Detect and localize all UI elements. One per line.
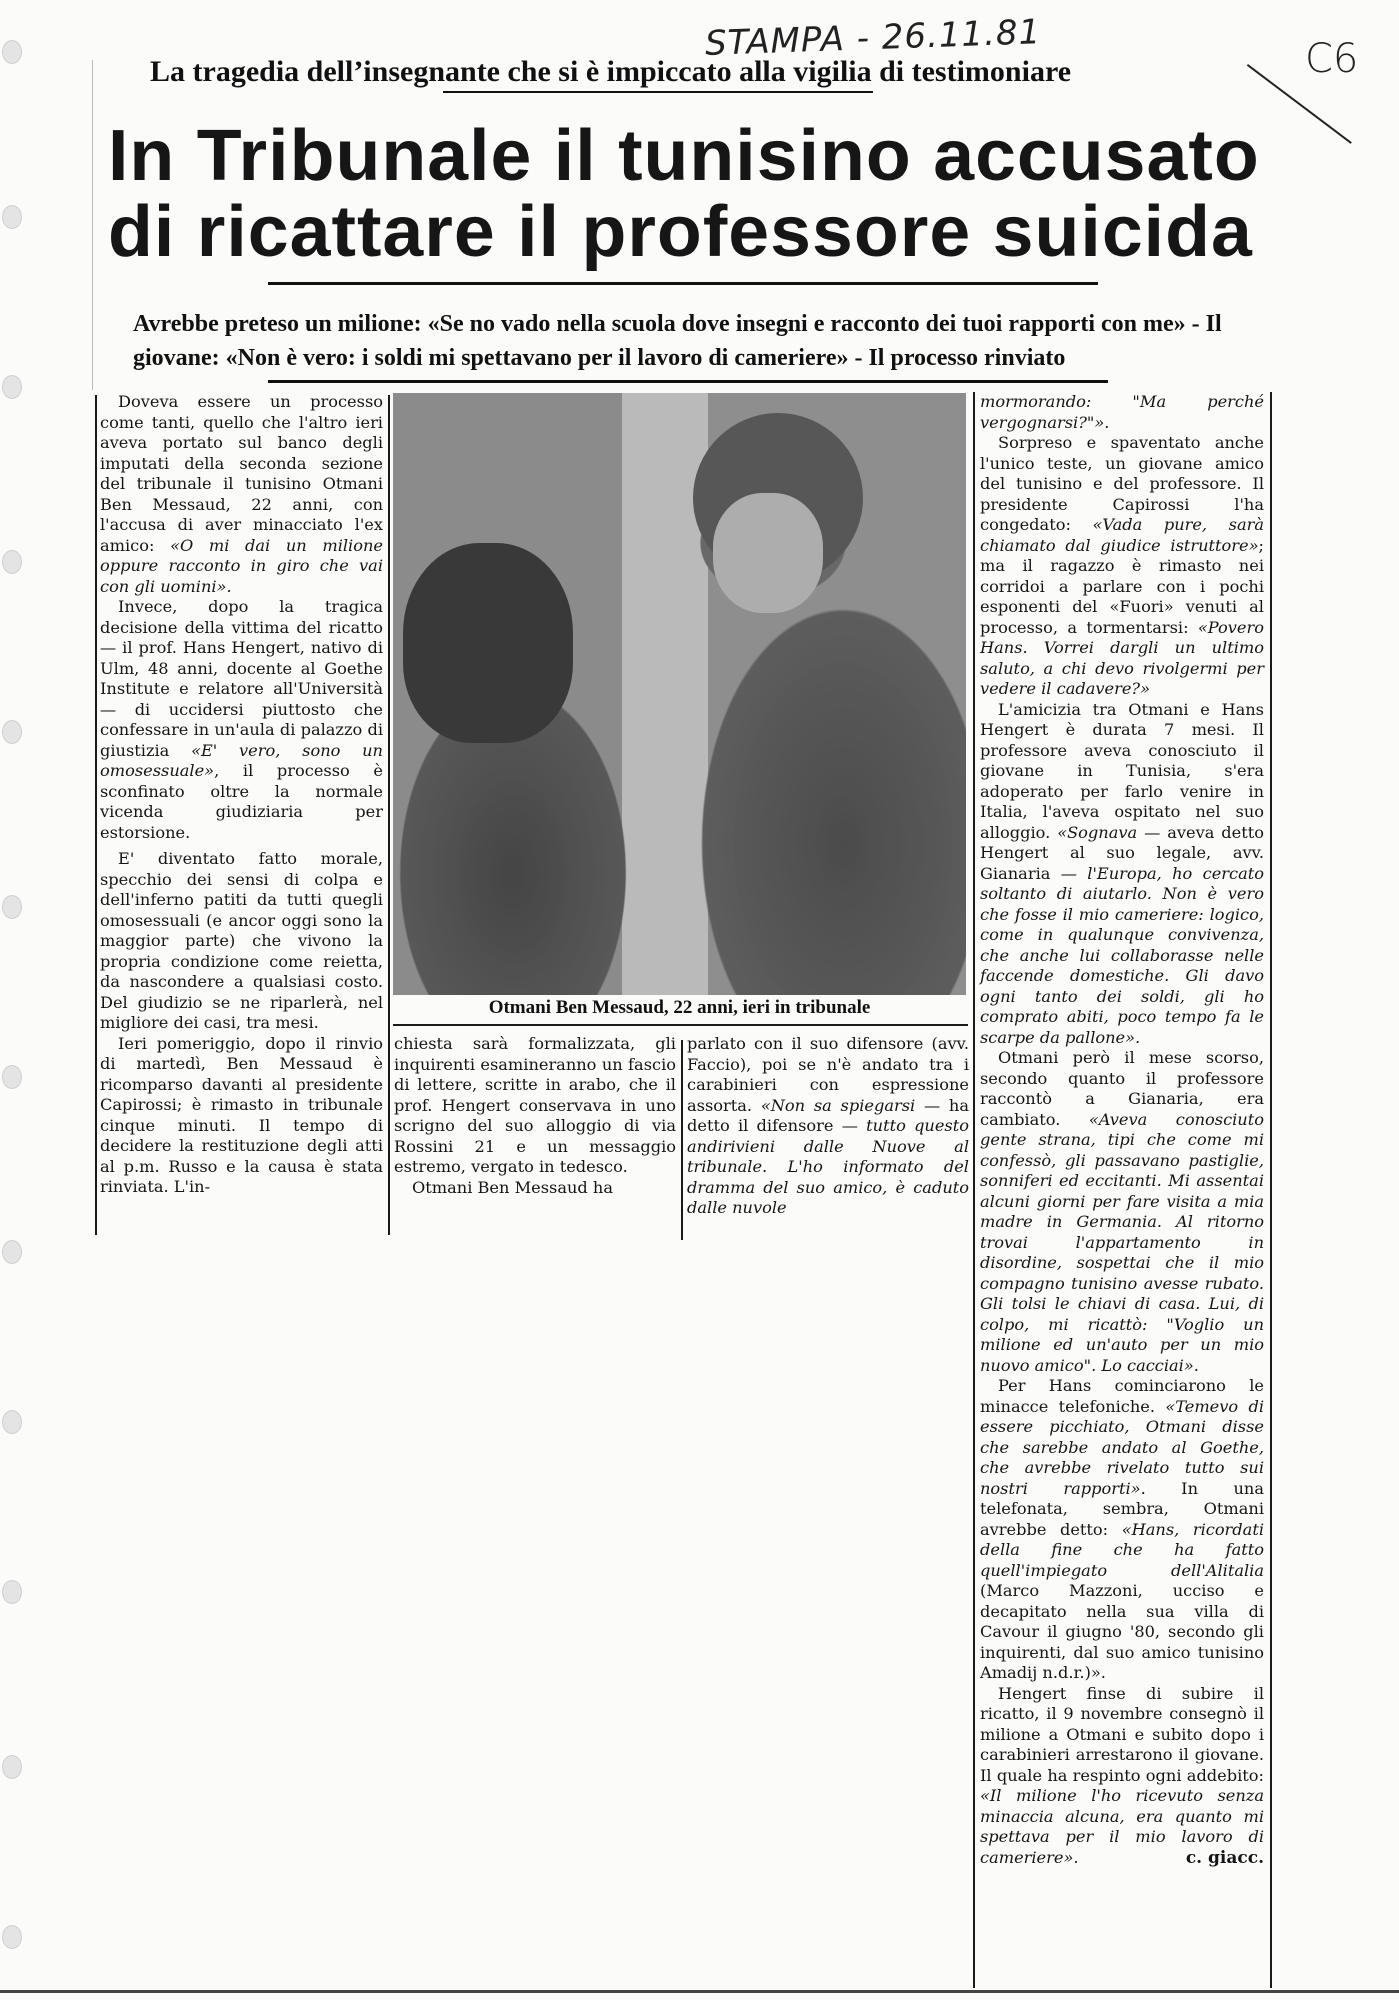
paragraph: mormorando: "Ma perché vergognarsi?"». bbox=[980, 392, 1264, 432]
paragraph: Hengert finse di subire il ricatto, il 9 novembre consegnò il milione a Otmani e subito dopo i carabinieri arrestarono il giovane. Il quale ha respinto ogni addebito: «Il milione l'ho ricevuto senza minaccia alcuna, era quanto mi spettava per il mio lavoro di cameriere». c. giacc. bbox=[980, 1683, 1264, 1868]
paragraph: Per Hans cominciarono le minacce telefoniche. «Temevo di essere picchiato, Otmani disse che sarebbe andato al Goethe, che avrebbe rivelato tutto sui nostri rapporti». In una telefonata, sembra, Otmani avrebbe detto: «Hans, ricordati della fine che ha fatto quell'impiegato dell'Alitalia (Marco Mazzoni, ucciso e decapitato nella sua villa di Cavour il giugno '80, secondo gli inquirenti, dal suo amico tunisino Amadij n.d.r.)». bbox=[980, 1376, 1264, 1682]
column-rule bbox=[1270, 392, 1272, 1988]
punch-hole bbox=[2, 40, 22, 64]
clipping-edge bbox=[92, 60, 93, 390]
paragraph: parlato con il suo difensore (avv. Faccio), poi se n'è andato tra i carabinieri con espressione assorta. «Non sa spiegarsi — ha detto il difensore — tutto questo andirivieni dalle Nuove al tribunale. L'ho informato del dramma del suo amico, è caduto dalle nuvole bbox=[687, 1034, 969, 1217]
punch-hole bbox=[2, 1925, 22, 1949]
paragraph: Sorpreso e spaventato anche l'unico teste, un giovane amico del tunisino e del professore. Il presidente Capirossi l'ha congedato: «Vada pure, sarà chiamato dal giudice istruttore»; ma il ragazzo è rimasto nei corridoi a parlare con i pochi esponenti del «Fuori» venuti al processo, a tormentarsi: «Povero Hans. Vorrei dargli un ultimo saluto, a chi devo rivolgermi per vedere il cadavere?» bbox=[980, 433, 1264, 698]
punch-hole bbox=[2, 720, 22, 744]
subhead-rule bbox=[268, 380, 1108, 383]
paragraph: Otmani Ben Messaud ha bbox=[412, 1177, 614, 1197]
article-kicker: La tragedia dell’insegnante che si è impiccato alla vigilia di testimoniare bbox=[150, 55, 1072, 88]
headline-line-1: In Tribunale il tunisino accusato bbox=[108, 116, 1260, 196]
punch-hole bbox=[2, 1065, 22, 1089]
headline-rule bbox=[268, 282, 1098, 285]
punch-hole bbox=[2, 1580, 22, 1604]
page-bottom-edge bbox=[0, 1990, 1399, 1993]
article-column-2 bbox=[394, 1034, 676, 1198]
article-column-3 bbox=[687, 1034, 969, 1219]
paragraph: Otmani però il mese scorso, secondo quanto il professore raccontò a Gianaria, era cambiato. «Aveva conosciuto gente strana, tipi che come mi confessò, gli passavano pastiglie, sonniferi ed eccitanti. Mi assentai alcuni giorni per fare visita a mia madre in Germania. Al ritorno trovai l'appartamento in disordine, sospettai che il mio compagno tunisino avesse rubato. Gli tolsi le chiavi di casa. Lui, di colpo, mi ricattò: "Voglio un milione ed un'auto per un mio nuovo amico". Lo cacciai». bbox=[980, 1048, 1264, 1375]
paragraph: L'amicizia tra Otmani e Hans Hengert è durata 7 mesi. Il professore aveva conosciuto il giovane in Tunisia, s'era adoperato per farlo venire in Italia, l'aveva ospitato nel suo alloggio. «Sognava — aveva detto Hengert al suo legale, avv. Gianaria — l'Europa, ho cercato soltanto di aiutarlo. Non è vero che fosse il mio cameriere: logico, come in qualunque convivenza, che anche lui collaborasse nelle faccende domestiche. Gli davo ogni tanto dei soldi, gli ho comprato abiti, poco tempo fa le scarpe da pallone». bbox=[980, 699, 1264, 1047]
paragraph: Ieri pomeriggio, dopo il rinvio di martedì, Ben Messaud è ricomparso davanti al presidente Capirossi; è rimasto in tribunale cinque minuti. Il tempo di decidere la restituzione degli atti al p.m. Russo e la causa è stata rinviata. L'in- bbox=[100, 1033, 383, 1196]
article-headline bbox=[108, 118, 1281, 270]
punch-hole bbox=[2, 1240, 22, 1264]
article-byline: c. giacc. bbox=[1185, 1847, 1264, 1868]
kicker-underline bbox=[443, 91, 873, 93]
paragraph: E' diventato fatto morale, specchio dei sensi di colpa e dell'inferno patiti da tutti quegli omosessuali (e ancor oggi sono la maggior parte) che vivono la propria condizione come reietta, da nascondere a qualsiasi costo. Del giudizio se ne riparlerà, nel migliore dei casi, tra mesi. bbox=[100, 849, 383, 1032]
column-rule bbox=[681, 1040, 683, 1240]
paragraph: Doveva essere un processo come tanti, quello che l'altro ieri aveva portato sul banco degli imputati della seconda sezione del tribunale il tunisino Otmani Ben Messaud, 22 anni, con l'accusa di aver minacciato l'ex amico: «O mi dai un milione oppure racconto in giro che vai con gli uomini». bbox=[100, 392, 383, 596]
photo-figure-carabiniere bbox=[403, 543, 573, 743]
column-rule bbox=[95, 395, 97, 1235]
article-column-4 bbox=[980, 392, 1264, 1868]
article-column-1 bbox=[100, 392, 383, 1198]
column-rule bbox=[388, 395, 390, 1235]
column-rule bbox=[973, 392, 975, 1988]
caption-rule bbox=[393, 1024, 968, 1026]
punch-hole bbox=[2, 1755, 22, 1779]
headline-line-2: di ricattare il professore suicida bbox=[108, 192, 1253, 272]
handwritten-source-date: STAMPA - 26.11.81 bbox=[704, 12, 1042, 64]
paragraph: Invece, dopo la tragica decisione della vittima del ricatto — il prof. Hans Hengert, nativo di Ulm, 48 anni, docente al Goethe Institute e relatore all'Università — di uccidersi piuttosto che confessare in un'aula di palazzo di giustizia «E' vero, sono un omosessuale», il processo è sconfinato oltre la normale vicenda giudiziaria per estorsione. bbox=[100, 597, 383, 842]
punch-hole bbox=[2, 550, 22, 574]
handwritten-archive-code: C6 bbox=[1305, 36, 1359, 82]
punch-hole bbox=[2, 895, 22, 919]
photo-caption: Otmani Ben Messaud, 22 anni, ieri in tribunale bbox=[488, 997, 871, 1018]
punch-hole bbox=[2, 375, 22, 399]
article-subhead: Avrebbe preteso un milione: «Se no vado nella scuola dove insegni e racconto dei tuoi rapporti con me» - Il giovane: «Non è vero: i soldi mi spettavano per il lavoro di cameriere» - Il processo rinviato bbox=[133, 311, 1222, 371]
punch-hole bbox=[2, 1410, 22, 1434]
paragraph: chiesta sarà formalizzata, gli inquirenti esamineranno un fascio di lettere, scritte in arabo, che il prof. Hengert conservava in uno scrigno del suo alloggio di via Rossini 21 e un messaggio estremo, vergato in tedesco. bbox=[394, 1034, 676, 1176]
article-photo bbox=[393, 393, 966, 995]
punch-hole bbox=[2, 205, 22, 229]
